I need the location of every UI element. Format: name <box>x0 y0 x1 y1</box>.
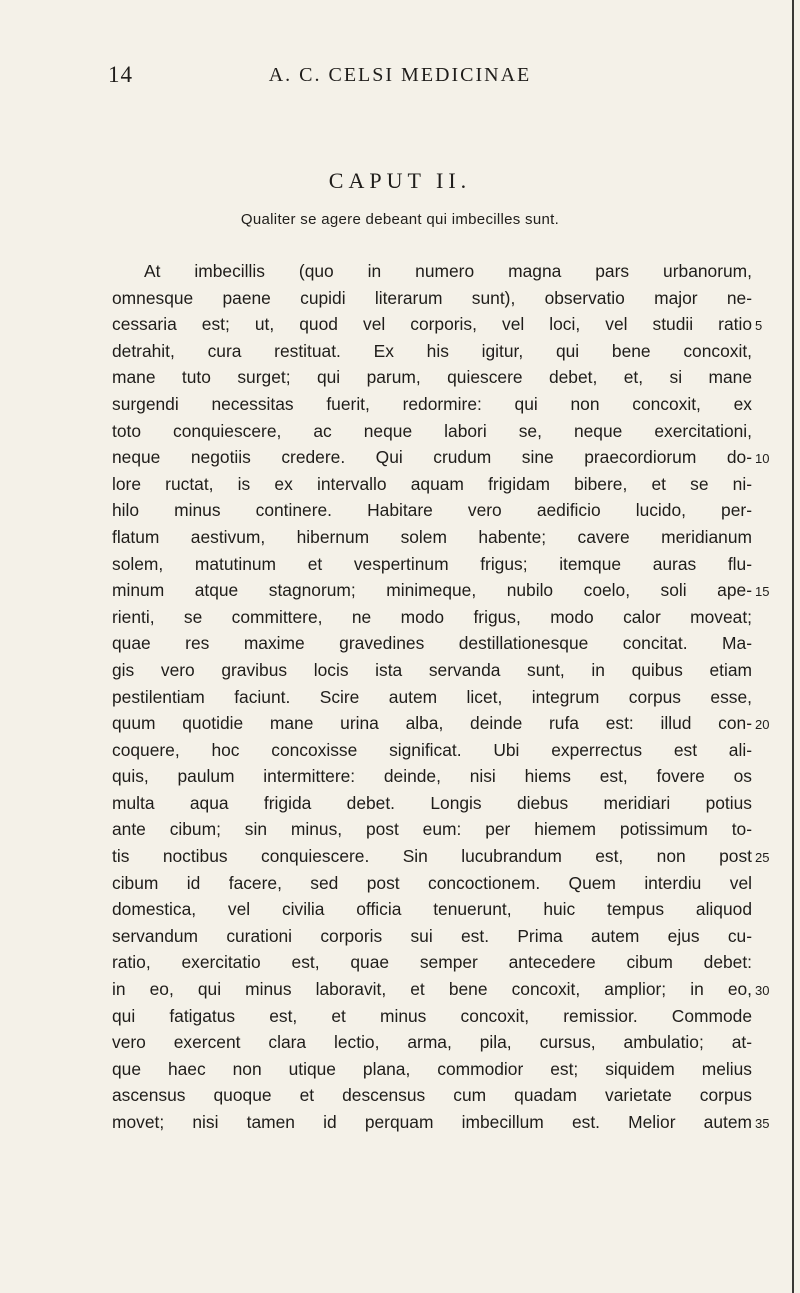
line-text: quum quotidie mane urina alba, deinde rufa est: illud con- <box>112 713 752 734</box>
text-line <box>112 1109 800 1136</box>
text-line <box>112 710 800 737</box>
line-text: surgendi necessitas fuerit, redormire: qui non concoxit, ex <box>112 393 752 414</box>
line-text: in eo, qui minus laboravit, et bene concoxit, amplior; in eo, <box>112 979 752 1000</box>
page-number: 14 <box>108 62 133 87</box>
line-text: lore ructat, is ex intervallo aquam frigidam bibere, et se ni- <box>112 473 752 494</box>
line-text: hilo minus continere. Habitare vero aedificio lucido, per- <box>112 500 752 521</box>
text-line <box>112 285 800 312</box>
text-line <box>112 630 800 657</box>
line-number: 15 <box>755 584 770 600</box>
line-number: 30 <box>755 983 770 999</box>
text-line <box>112 896 800 923</box>
line-text: quis, paulum intermittere: deinde, nisi hiems est, fovere os <box>112 766 752 787</box>
text-line <box>112 577 800 604</box>
text-line <box>112 391 800 418</box>
text-line <box>112 843 800 870</box>
line-text: movet; nisi tamen id perquam imbecillum est. Melior autem <box>112 1112 752 1132</box>
line-text: ascensus quoque et descensus cum quadam varietate corpus <box>112 1085 752 1106</box>
text-line <box>112 816 800 843</box>
line-text: solem, matutinum et vespertinum frigus; itemque auras flu- <box>112 553 752 574</box>
text-line <box>112 311 800 338</box>
text-line <box>112 870 800 897</box>
text-line <box>112 923 800 950</box>
text-line <box>112 976 800 1003</box>
line-text: multa aqua frigida debet. Longis diebus meridiari potius <box>112 792 752 813</box>
body-text <box>112 258 800 1136</box>
line-text: detrahit, cura restituat. Ex his igitur, qui bene concoxit, <box>112 340 752 361</box>
text-line <box>112 790 800 817</box>
line-text: que haec non utique plana, commodior est; siquidem melius <box>112 1058 752 1079</box>
line-text: tis noctibus conquiescere. Sin lucubrandum est, non post <box>112 846 752 867</box>
text-line <box>112 444 800 471</box>
text-line <box>112 497 800 524</box>
line-text: servandum curationi corporis sui est. Prima autem ejus cu- <box>112 925 752 946</box>
line-text: minum atque stagnorum; minimeque, nubilo coelo, soli ape- <box>112 580 752 601</box>
line-text: mane tuto surget; qui parum, quiescere debet, et, si mane <box>112 367 752 388</box>
line-text: gis vero gravibus locis ista servanda sunt, in quibus etiam <box>112 659 752 680</box>
line-text: coquere, hoc concoxisse significat. Ubi experrectus est ali- <box>112 739 752 760</box>
line-number: 20 <box>755 717 770 733</box>
line-text: pestilentiam faciunt. Scire autem licet, integrum corpus esse, <box>112 686 752 707</box>
text-line <box>112 471 800 498</box>
text-line <box>112 657 800 684</box>
chapter-subtitle: Qualiter se agere debeant qui imbecilles sunt. <box>240 211 560 228</box>
line-text: cibum id facere, sed post concoctionem. Quem interdiu vel <box>112 872 752 893</box>
text-line <box>112 684 800 711</box>
line-number: 10 <box>755 451 770 467</box>
text-line <box>112 524 800 551</box>
line-text: ratio, exercitatio est, quae semper antecedere cibum debet: <box>112 952 752 973</box>
chapter-title: CAPUT II. <box>328 168 472 193</box>
line-number: 5 <box>755 318 763 334</box>
text-line <box>112 551 800 578</box>
line-text: omnesque paene cupidi literarum sunt), observatio major ne- <box>112 287 752 308</box>
running-title: A. C. CELSI MEDICINAE <box>268 64 532 86</box>
line-text: quae res maxime gravedines destillationesque concitat. Ma- <box>112 633 752 654</box>
text-line <box>112 258 800 285</box>
line-text: flatum aestivum, hibernum solem habente; cavere meridianum <box>112 526 752 547</box>
text-line <box>112 1082 800 1109</box>
line-text: rienti, se committere, ne modo frigus, modo calor moveat; <box>112 606 752 627</box>
line-number: 35 <box>755 1116 770 1131</box>
line-text: qui fatigatus est, et minus concoxit, remissior. Commode <box>112 1005 752 1026</box>
text-line <box>112 1056 800 1083</box>
text-line <box>112 604 800 631</box>
line-text: toto conquiescere, ac neque labori se, neque exercitationi, <box>112 420 752 441</box>
text-line <box>112 949 800 976</box>
text-line <box>112 338 800 365</box>
text-line <box>112 364 800 391</box>
line-text: cessaria est; ut, quod vel corporis, vel loci, vel studii ratio <box>112 314 752 335</box>
line-text: neque negotiis credere. Qui crudum sine praecordiorum do- <box>112 447 752 468</box>
line-number: 25 <box>755 850 770 866</box>
line-text: vero exercent clara lectio, arma, pila, cursus, ambulatio; at- <box>112 1032 752 1053</box>
text-line <box>112 763 800 790</box>
line-text: At imbecillis (quo in numero magna pars urbanorum, <box>144 261 752 281</box>
text-line <box>112 418 800 445</box>
line-text: domestica, vel civilia officia tenuerunt, huic tempus aliquod <box>112 899 752 920</box>
text-line <box>112 1003 800 1030</box>
text-line <box>112 1029 800 1056</box>
line-text: ante cibum; sin minus, post eum: per hiemem potissimum to- <box>112 819 752 840</box>
text-line <box>112 737 800 764</box>
